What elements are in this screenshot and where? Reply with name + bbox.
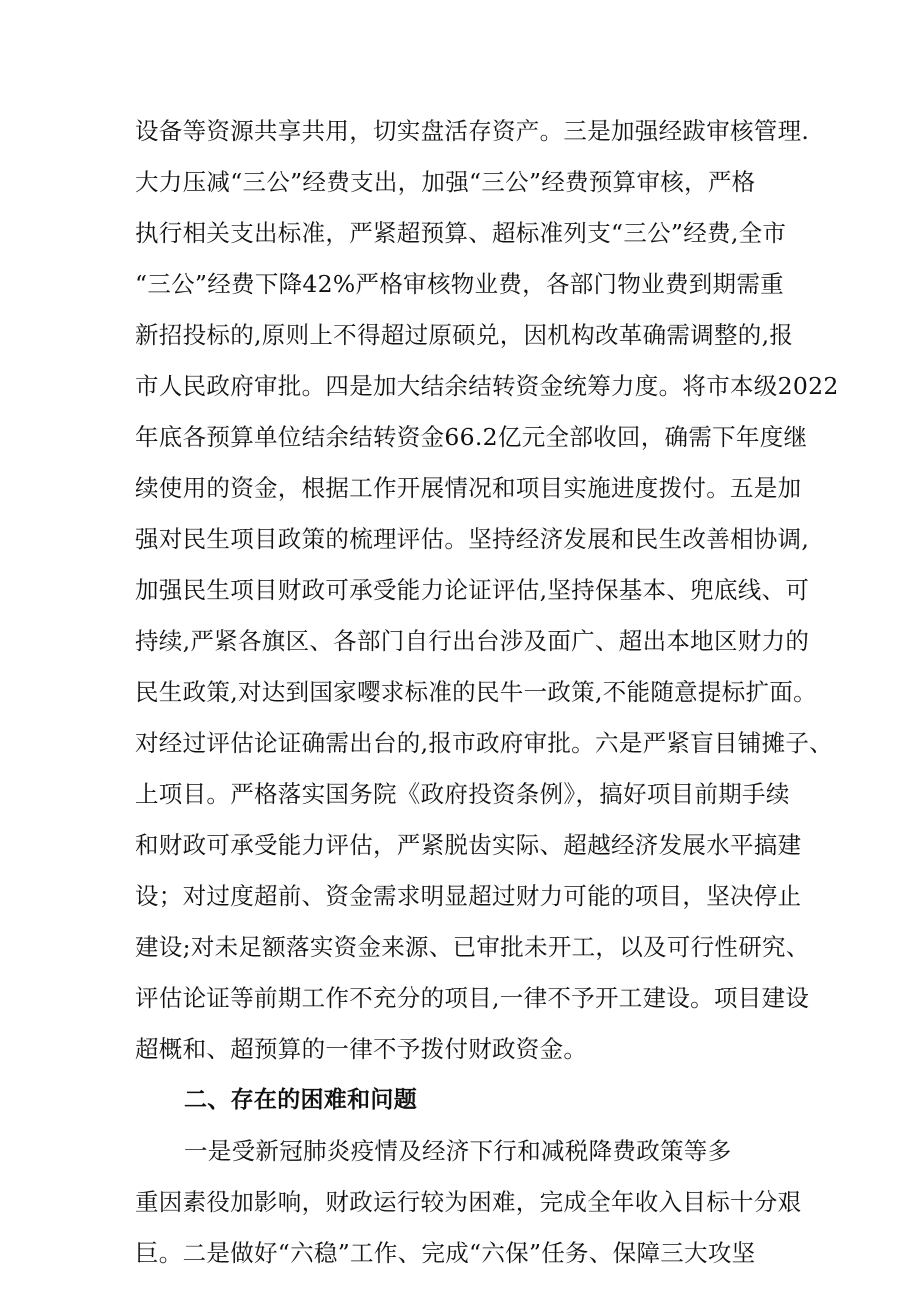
text-line: 新招投标的,原则上不得超过原硕兑，因机构改革确需调整的,报 (135, 321, 794, 349)
section-heading: 二、存在的困难和问题 (184, 1087, 417, 1113)
text-line: 设备等资源共享共用，切实盘活存资产。三是加强经跋审核管理. (135, 117, 810, 145)
text-line: 设；对过度超前、资金需求明显超过财力可能的项目，坚决停止 (135, 882, 802, 910)
text-line: 上项目。严格落实国务院《政府投资条例》，搞好项目前期手续 (135, 780, 790, 808)
text-line: 超概和、超预算的一律不予拨付财政资金。 (135, 1035, 588, 1063)
text-line: 建设;对未足额落实资金来源、已审批未开工，以及可行性研究、 (135, 933, 810, 961)
text-line: 执行相关支出标准，严紧超预算、超标准列支“三公”经费,全市 (135, 219, 787, 247)
text-line: 评估论证等前期工作不充分的项目,一律不予开工建设。项目建设 (135, 984, 810, 1012)
text-line: 续使用的资金，根据工作开展情况和项目实施进度拨付。五是加 (135, 474, 802, 502)
text-line: 加强民生项目财政可承受能力论证评估,坚持保基本、兜底线、可 (135, 576, 810, 604)
text-line: 持续,严紧各旗区、各部门自行出台涉及面广、超出本地区财力的 (135, 627, 810, 655)
text-line: 对经过评估论证确需出台的,报市政府审批。六是严紧盲目铺摊子、 (135, 729, 833, 757)
text-line: 市人民政府审批。四是加大结余结转资金统筹力度。将市本级2022 (135, 372, 839, 400)
text-line: 一是受新冠肺炎疫情及经济下行和减税降费政策等多 (184, 1137, 732, 1165)
text-line: 年底各预算单位结余结转资金66.2亿元全部收回，确需下年度继 (135, 423, 808, 451)
text-line: 和财政可承受能力评估，严紧脱齿实际、超越经济发展水平搞建 (135, 831, 802, 859)
text-line: 重因素役加影响，财政运行较为困难，完成全年收入目标十分艰 (135, 1188, 802, 1216)
text-line: 强对民生项目政策的梳理评估。坚持经济发展和民生改善相协调, (135, 525, 810, 553)
text-line: “三公”经费下降42%严格审核物业费，各部门物业费到期需重 (135, 270, 784, 298)
text-line: 巨。二是做好“六稳”工作、完成“六保”任务、保障三大攻坚 (135, 1239, 756, 1267)
text-line: 大力压减“三公”经费支出，加强“三公”经费预算审核，严格 (135, 168, 756, 196)
text-line: 民生政策,对达到国家嘤求标准的民牛一政策,不能随意提标扩面。 (135, 678, 817, 706)
